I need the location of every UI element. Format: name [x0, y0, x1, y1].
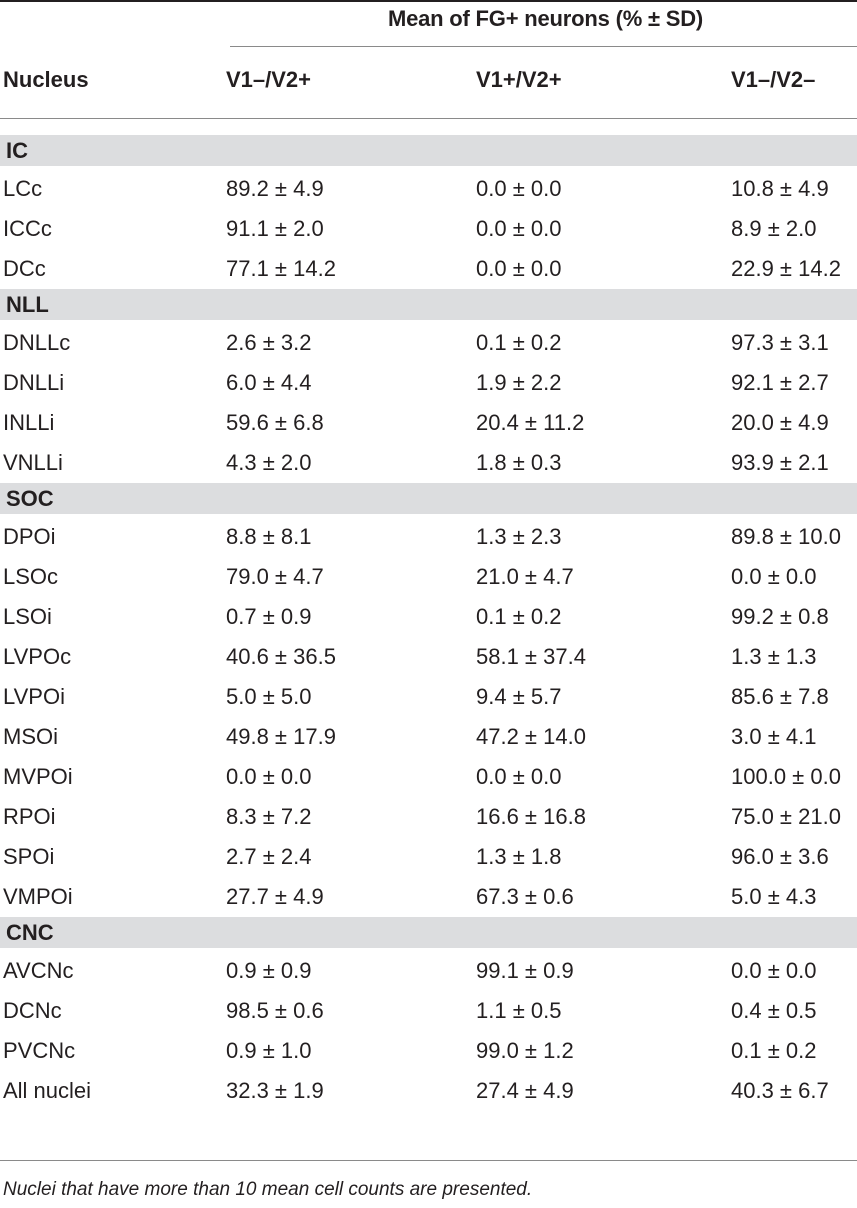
v1-minus-v2-plus-cell: 40.6 ± 36.5 — [226, 644, 336, 669]
v1-plus-v2-plus-cell: 0.0 ± 0.0 — [476, 764, 562, 789]
v1-minus-v2-minus-cell: 92.1 ± 2.7 — [731, 370, 829, 395]
v1-minus-v2-plus-cell: 91.1 ± 2.0 — [226, 216, 324, 241]
v1-minus-v2-plus-cell: 77.1 ± 14.2 — [226, 256, 336, 281]
table-row — [0, 557, 857, 597]
table-row — [0, 443, 857, 483]
v1-minus-v2-plus-cell: 2.6 ± 3.2 — [226, 330, 312, 355]
nucleus-cell: DNLLc — [3, 330, 71, 355]
v1-minus-v2-plus-cell: 6.0 ± 4.4 — [226, 370, 312, 395]
v1-minus-v2-minus-cell: 20.0 ± 4.9 — [731, 410, 829, 435]
table-row — [0, 1071, 857, 1111]
v1-minus-v2-minus-cell: 85.6 ± 7.8 — [731, 684, 829, 709]
v1-minus-v2-plus-cell: 0.9 ± 0.9 — [226, 958, 312, 983]
v1-plus-v2-plus-cell: 99.0 ± 1.2 — [476, 1038, 574, 1063]
v1-minus-v2-plus-cell: 5.0 ± 5.0 — [226, 684, 312, 709]
v1-plus-v2-plus-cell: 47.2 ± 14.0 — [476, 724, 586, 749]
nucleus-cell: AVCNc — [3, 958, 74, 983]
v1-plus-v2-plus-cell: 9.4 ± 5.7 — [476, 684, 562, 709]
v1-plus-v2-plus-cell: 21.0 ± 4.7 — [476, 564, 574, 589]
table-body — [0, 135, 857, 1111]
table-row — [0, 877, 857, 917]
v1-minus-v2-plus-cell: 79.0 ± 4.7 — [226, 564, 324, 589]
v1-plus-v2-plus-cell: 27.4 ± 4.9 — [476, 1078, 574, 1103]
v1-plus-v2-plus-cell: 0.1 ± 0.2 — [476, 330, 562, 355]
nucleus-cell: DCc — [3, 256, 46, 281]
header-v1-plus-v2-plus: V1+/V2+ — [476, 67, 562, 92]
header-rule — [0, 118, 857, 119]
table-row — [0, 169, 857, 209]
v1-minus-v2-minus-cell: 0.1 ± 0.2 — [731, 1038, 817, 1063]
v1-minus-v2-minus-cell: 1.3 ± 1.3 — [731, 644, 817, 669]
v1-minus-v2-minus-cell: 3.0 ± 4.1 — [731, 724, 817, 749]
v1-minus-v2-minus-cell: 5.0 ± 4.3 — [731, 884, 817, 909]
v1-minus-v2-plus-cell: 59.6 ± 6.8 — [226, 410, 324, 435]
table-row — [0, 677, 857, 717]
v1-minus-v2-plus-cell: 0.9 ± 1.0 — [226, 1038, 312, 1063]
v1-minus-v2-plus-cell: 0.7 ± 0.9 — [226, 604, 312, 629]
v1-plus-v2-plus-cell: 99.1 ± 0.9 — [476, 958, 574, 983]
v1-minus-v2-minus-cell: 97.3 ± 3.1 — [731, 330, 829, 355]
nucleus-cell: INLLi — [3, 410, 55, 435]
table-row — [0, 1031, 857, 1071]
nucleus-cell: LVPOc — [3, 644, 72, 669]
nucleus-cell: MSOi — [3, 724, 58, 749]
table-row — [0, 991, 857, 1031]
table-row — [0, 837, 857, 877]
table-row — [0, 323, 857, 363]
v1-plus-v2-plus-cell: 1.8 ± 0.3 — [476, 450, 562, 475]
nucleus-cell: RPOi — [3, 804, 56, 829]
v1-plus-v2-plus-cell: 16.6 ± 16.8 — [476, 804, 586, 829]
nucleus-cell: MVPOi — [3, 764, 73, 789]
v1-plus-v2-plus-cell: 0.0 ± 0.0 — [476, 176, 562, 201]
nucleus-cell: LCc — [3, 176, 43, 201]
table-row — [0, 951, 857, 991]
header-v1-minus-v2-minus: V1–/V2– — [731, 67, 816, 92]
nucleus-cell: DNLLi — [3, 370, 65, 395]
v1-plus-v2-plus-cell: 0.0 ± 0.0 — [476, 216, 562, 241]
v1-minus-v2-minus-cell: 10.8 ± 4.9 — [731, 176, 829, 201]
v1-plus-v2-plus-cell: 1.9 ± 2.2 — [476, 370, 562, 395]
v1-minus-v2-plus-cell: 8.3 ± 7.2 — [226, 804, 312, 829]
nucleus-cell: PVCNc — [3, 1038, 76, 1063]
v1-plus-v2-plus-cell: 0.1 ± 0.2 — [476, 604, 562, 629]
v1-plus-v2-plus-cell: 0.0 ± 0.0 — [476, 256, 562, 281]
v1-minus-v2-minus-cell: 93.9 ± 2.1 — [731, 450, 829, 475]
section-label: IC — [6, 138, 28, 163]
bottom-rule — [0, 1160, 857, 1161]
v1-minus-v2-minus-cell: 75.0 ± 21.0 — [731, 804, 841, 829]
v1-minus-v2-plus-cell: 49.8 ± 17.9 — [226, 724, 336, 749]
v1-minus-v2-plus-cell: 4.3 ± 2.0 — [226, 450, 312, 475]
nucleus-cell: VNLLi — [3, 450, 63, 475]
v1-minus-v2-plus-cell: 2.7 ± 2.4 — [226, 844, 312, 869]
v1-minus-v2-minus-cell: 0.0 ± 0.0 — [731, 564, 817, 589]
v1-minus-v2-minus-cell: 89.8 ± 10.0 — [731, 524, 841, 549]
table-row — [0, 717, 857, 757]
header-nucleus: Nucleus — [3, 67, 89, 92]
nucleus-cell: VMPOi — [3, 884, 73, 909]
table-row — [0, 363, 857, 403]
nucleus-cell: LVPOi — [3, 684, 65, 709]
v1-plus-v2-plus-cell: 1.3 ± 1.8 — [476, 844, 562, 869]
nucleus-cell: DCNc — [3, 998, 62, 1023]
column-headers — [0, 60, 857, 100]
v1-plus-v2-plus-cell: 67.3 ± 0.6 — [476, 884, 574, 909]
table-row — [0, 517, 857, 557]
table-row — [0, 797, 857, 837]
section-row — [0, 483, 857, 514]
v1-minus-v2-minus-cell: 96.0 ± 3.6 — [731, 844, 829, 869]
section-label: NLL — [6, 292, 49, 317]
table-row — [0, 249, 857, 289]
section-label: SOC — [6, 486, 54, 511]
v1-plus-v2-plus-cell: 1.1 ± 0.5 — [476, 998, 562, 1023]
column-group-rule — [230, 46, 857, 47]
nucleus-cell: DPOi — [3, 524, 56, 549]
nucleus-cell: All nuclei — [3, 1078, 92, 1103]
v1-minus-v2-minus-cell: 22.9 ± 14.2 — [731, 256, 841, 281]
section-label: CNC — [6, 920, 54, 945]
v1-minus-v2-minus-cell: 0.4 ± 0.5 — [731, 998, 817, 1023]
table-row — [0, 637, 857, 677]
column-group-title: Mean of FG+ neurons (% ± SD) — [387, 6, 704, 31]
nucleus-cell: ICCc — [3, 216, 52, 241]
v1-plus-v2-plus-cell: 1.3 ± 2.3 — [476, 524, 562, 549]
v1-minus-v2-plus-cell: 27.7 ± 4.9 — [226, 884, 324, 909]
section-row — [0, 289, 857, 320]
v1-minus-v2-plus-cell: 89.2 ± 4.9 — [226, 176, 324, 201]
table-row — [0, 597, 857, 637]
v1-minus-v2-plus-cell: 32.3 ± 1.9 — [226, 1078, 324, 1103]
v1-minus-v2-plus-cell: 8.8 ± 8.1 — [226, 524, 312, 549]
table-row — [0, 757, 857, 797]
v1-minus-v2-minus-cell: 99.2 ± 0.8 — [731, 604, 829, 629]
section-row — [0, 135, 857, 166]
nucleus-cell: LSOc — [3, 564, 59, 589]
table-row — [0, 209, 857, 249]
nucleus-cell: SPOi — [3, 844, 55, 869]
section-row — [0, 917, 857, 948]
v1-minus-v2-minus-cell: 8.9 ± 2.0 — [731, 216, 817, 241]
table-row — [0, 403, 857, 443]
table-footnote: Nuclei that have more than 10 mean cell counts are presented. — [3, 1179, 533, 1200]
v1-plus-v2-plus-cell: 20.4 ± 11.2 — [476, 410, 585, 435]
v1-minus-v2-minus-cell: 100.0 ± 0.0 — [731, 764, 841, 789]
v1-minus-v2-plus-cell: 98.5 ± 0.6 — [226, 998, 324, 1023]
v1-minus-v2-plus-cell: 0.0 ± 0.0 — [226, 764, 312, 789]
v1-minus-v2-minus-cell: 0.0 ± 0.0 — [731, 958, 817, 983]
header-v1-minus-v2-plus: V1–/V2+ — [226, 67, 312, 92]
v1-plus-v2-plus-cell: 58.1 ± 37.4 — [476, 644, 586, 669]
v1-minus-v2-minus-cell: 40.3 ± 6.7 — [731, 1078, 829, 1103]
nucleus-cell: LSOi — [3, 604, 52, 629]
